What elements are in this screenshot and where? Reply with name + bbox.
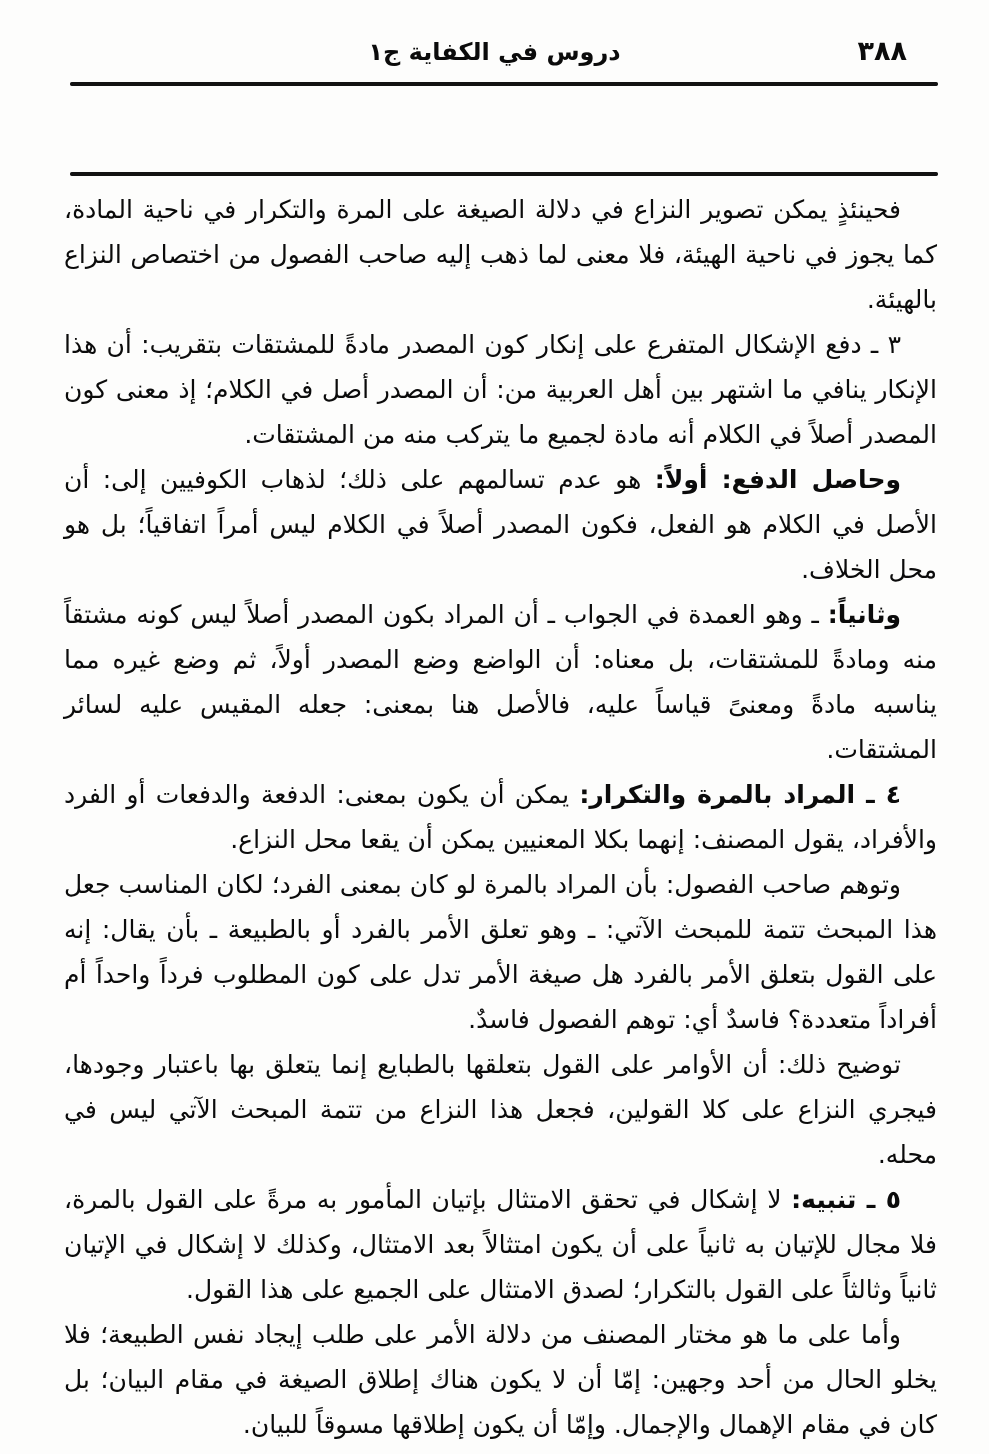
paragraph (64, 1042, 937, 1177)
paragraph (64, 772, 937, 862)
paragraph (64, 1312, 937, 1447)
paragraph-text: وتوهم صاحب الفصول: بأن المراد بالمرة لو كان بمعنى الفرد؛ لكان المناسب جعل هذا المبحث تتمة للمبحث الآتي: ـ وهو تعلق الأمر بالفرد أو بالطبيعة ـ بأن يقال: إنه على القول بتعلق الأمر بالفرد هل صيغة الأمر تدل على كون المطلوب فرداً واحداً أم أفراداً متعددة؟ فاسدٌ أي: توهم الفصول فاسدٌ. (64, 870, 937, 1034)
paragraph (64, 1177, 937, 1312)
paragraph-text: هو عدم تسالمهم على ذلك؛ لذهاب الكوفيين إلى: أن الأصل في الكلام هو الفعل، فكون المصدر أصلاً في الكلام ليس أمراً اتفاقياً؛ بل هو محل الخلاف. (64, 465, 937, 584)
text-top-rule (70, 172, 938, 176)
paragraph (64, 862, 937, 1042)
paragraph-text: فحينئذٍ يمكن تصوير النزاع في دلالة الصيغة على المرة والتكرار في ناحية المادة، كما يجوز في ناحية الهيئة، فلا معنى لما ذهب إليه صاحب الفصول من اختصاص النزاع بالهيئة. (64, 195, 937, 314)
header-rule (70, 82, 938, 86)
page-title: دروس في الكفاية ج١ (368, 38, 621, 66)
paragraph-text: وأما على ما هو مختار المصنف من دلالة الأمر على طلب إيجاد نفس الطبيعة؛ فلا يخلو الحال من أحد وجهين: إمّا أن لا يكون هناك إطلاق الصيغة في مقام البيان؛ بل كان في مقام الإهمال والإجمال. وإمّا أن يكون إطلاقها مسوقاً للبيان. (64, 1320, 937, 1439)
paragraph-lead: ٥ ـ تنبيه: (791, 1185, 901, 1214)
paragraph-text: توضيح ذلك: أن الأوامر على القول بتعلقها بالطبايع إنما يتعلق بها باعتبار وجودها، فيجري النزاع على كلا القولين، فجعل هذا النزاع من تتمة المبحث الآتي ليس في محله. (64, 1050, 937, 1169)
paragraph-lead: وثانياً: (827, 600, 901, 629)
paragraph-text: ـ وهو العمدة في الجواب ـ أن المراد بكون المصدر أصلاً ليس كونه مشتقاً منه ومادةً للمشتقات، بل معناه: أن الواضع وضع المصدر أولاً، ثم وضع غيره مما يناسبه مادةً ومعنىً قياساً عليه، فالأصل هنا بمعنى: جعله المقيس عليه لسائر المشتقات. (64, 600, 937, 764)
paragraph (64, 187, 937, 322)
paragraph (64, 592, 937, 772)
paragraph-text: يمكن أن يكون بمعنى: الدفعة والدفعات أو الفرد والأفراد، يقول المصنف: إنهما بكلا المعنيين يمكن أن يقعا محل النزاع. (64, 780, 937, 854)
paragraph-lead: وحاصل الدفع: أولاً: (654, 465, 902, 494)
paragraph-text: لا إشكال في تحقق الامتثال بإتيان المأمور به مرةً على القول بالمرة، فلا مجال للإتيان به ثانياً على أن يكون امتثالاً بعد الامتثال، وكذلك لا إشكال في الإتيان ثانياً وثالثاً على القول بالتكرار؛ لصدق الامتثال على الجميع على هذا القول. (64, 1185, 937, 1304)
paragraph (64, 322, 937, 457)
page-body (64, 187, 937, 1447)
paragraph-text: ٣ ـ دفع الإشكال المتفرع على إنكار كون المصدر مادةً للمشتقات بتقريب: أن هذا الإنكار ينافي ما اشتهر بين أهل العربية من: أن المصدر أصل في الكلام؛ إذ معنى كون المصدر أصلاً في الكلام أنه مادة لجميع ما يتركب منه من المشتقات. (64, 330, 937, 449)
page-number: ٣٨٨ (857, 36, 907, 67)
paragraph-lead: ٤ ـ المراد بالمرة والتكرار: (579, 780, 901, 809)
paragraph (64, 457, 937, 592)
